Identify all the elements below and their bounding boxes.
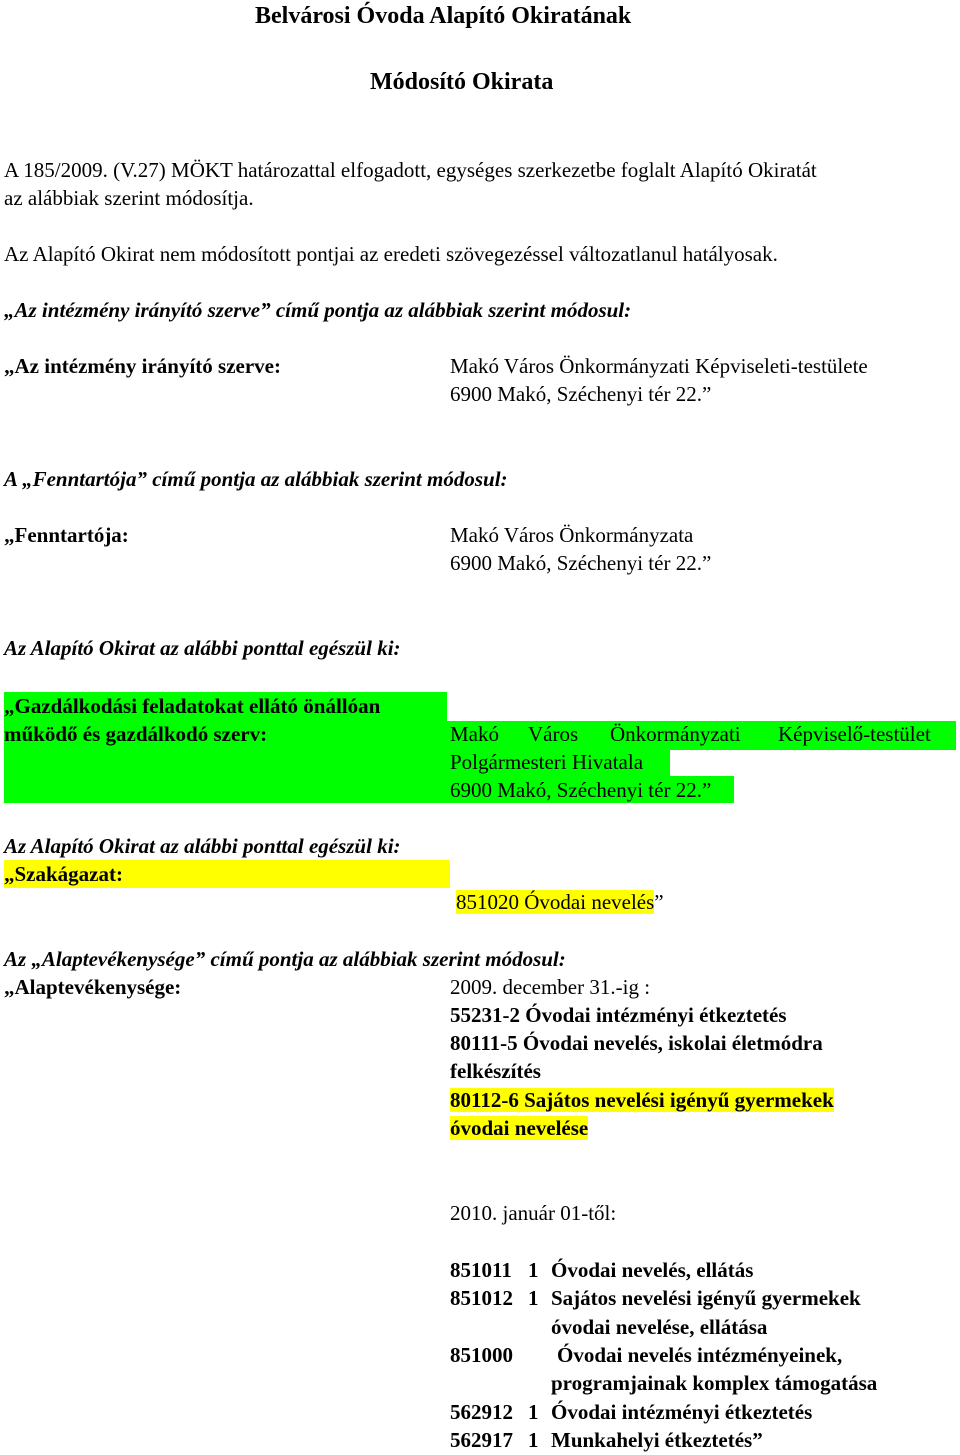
activity-code: 851011 [450,1258,512,1282]
highlighted-text: óvodai nevelése [450,1116,589,1140]
activity-code-highlight: 851020 Óvodai nevelés [456,890,655,914]
closing-quote: ” [701,778,712,802]
activity-number: 1 [528,1428,539,1452]
activity-text: programjainak komplex támogatása [551,1371,878,1395]
section-szakagazat-value [456,888,664,916]
section-fenntarto-label: „Fenntartója: [4,523,129,547]
section-gazdalkodasi-value-word-4: Képviselő-testület [778,722,931,746]
activity-code: 562917 [450,1428,513,1452]
activity-code: 851000 [450,1343,513,1367]
intro-line-1: A 185/2009. (V.27) MÖKT határozattal elfogadott, egységes szerkezetbe foglalt Alapító Okiratát [4,158,817,182]
intro-line-2: az alábbiak szerint módosítja. [4,186,254,210]
activity-text: Sajátos nevelési igényű gyermekek [551,1286,861,1310]
section-iranyito-value-2: 6900 Makó, Széchenyi tér 22.” [450,382,712,406]
activity-text: Óvodai intézményi étkeztetés [551,1400,813,1424]
section-gazdalkodasi-value-3 [450,776,711,804]
section-alaptevekenyseg-heading: Az „Alaptevékenysége” című pontja az alábbiak szerint módosul: [4,947,566,971]
activity-item: 55231-2 Óvodai intézményi étkeztetés [450,1003,787,1027]
activity-item: felkészítés [450,1059,541,1083]
section-gazdalkodasi-label-1: „Gazdálkodási feladatokat ellátó önállóan [4,694,381,718]
activity-item-highlighted [450,1114,588,1142]
section-iranyito-heading: „Az intézmény irányító szerve” című pontja az alábbiak szerint módosul: [4,298,632,322]
section-szakagazat-label: „Szakágazat: [4,862,123,886]
document-subtitle: Módosító Okirata [370,69,554,95]
section-alaptevekenyseg-label: „Alaptevékenysége: [4,975,182,999]
period-until-2009: 2009. december 31.-ig : [450,975,651,999]
closing-quote: ” [654,890,664,914]
address-text: 6900 Makó, Széchenyi tér 22. [450,778,702,802]
document-title: Belvárosi Óvoda Alapító Okiratának [255,3,632,29]
activity-number: 1 [528,1286,539,1310]
activity-number: 1 [528,1400,539,1424]
section-gazdalkodasi-value-word-1: Makó [450,722,499,746]
section-iranyito-label: „Az intézmény irányító szerve: [4,354,281,378]
section-fenntarto-heading: A „Fenntartója” című pontja az alábbiak szerint módosul: [4,467,508,491]
activity-code: 562912 [450,1400,513,1424]
section-iranyito-value-1: Makó Város Önkormányzati Képviseleti-testülete [450,354,868,378]
section-gazdalkodasi-value-word-2: Város [528,722,579,746]
activity-text: Óvodai nevelés, ellátás [551,1258,754,1282]
activity-item-highlighted [450,1086,834,1114]
section-gazdalkodasi-value-word-3: Önkormányzati [610,722,741,746]
section-gazdalkodasi-heading: Az Alapító Okirat az alábbi ponttal egészül ki: [4,636,401,660]
activity-number: 1 [528,1258,539,1282]
highlighted-text: 80112-6 Sajátos nevelési igényű gyermekek [450,1088,834,1112]
intro-line-3: Az Alapító Okirat nem módosított pontjai az eredeti szövegezéssel változatlanul hatályosak. [4,242,778,266]
section-fenntarto-value-1: Makó Város Önkormányzata [450,523,694,547]
activity-text: Óvodai nevelés intézményeinek, [557,1343,843,1367]
section-fenntarto-value-2: 6900 Makó, Széchenyi tér 22.” [450,551,712,575]
activity-text: Munkahelyi étkeztetés” [551,1428,763,1452]
section-gazdalkodasi-label-2: működő és gazdálkodó szerv: [4,722,268,746]
section-gazdalkodasi-value-2: Polgármesteri Hivatala [450,750,644,774]
activity-code: 851012 [450,1286,513,1310]
activity-item: 80111-5 Óvodai nevelés, iskolai életmódra [450,1031,823,1055]
activity-text: óvodai nevelése, ellátása [551,1315,768,1339]
section-szakagazat-heading: Az Alapító Okirat az alábbi ponttal egészül ki: [4,834,401,858]
period-from-2010: 2010. január 01-től: [450,1201,617,1225]
